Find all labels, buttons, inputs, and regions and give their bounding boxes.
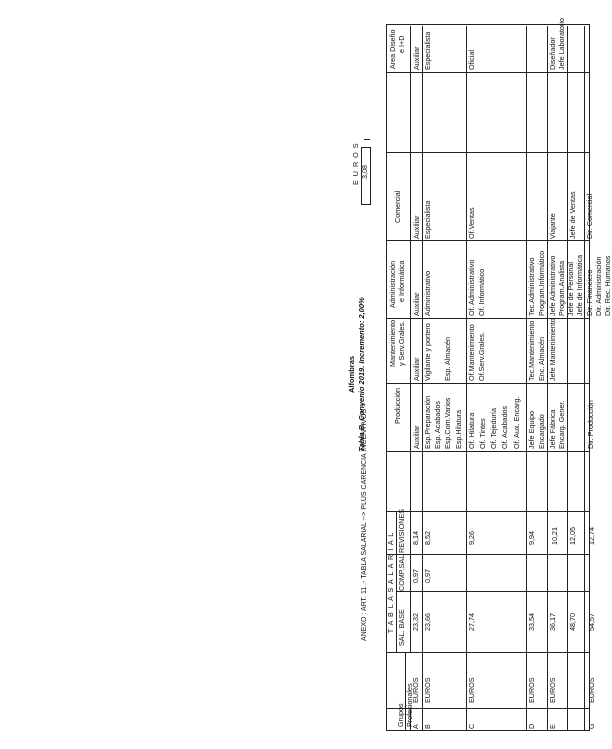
job-title: Auxiliar bbox=[412, 46, 421, 70]
group-currency: EUROS bbox=[548, 677, 557, 703]
annex-box bbox=[361, 147, 371, 205]
revisiones-value: 8,52 bbox=[423, 531, 432, 545]
job-title: Dir. Comercial bbox=[585, 193, 594, 239]
job-title: Dir. Rec. Humanos bbox=[603, 255, 612, 316]
annex-tick bbox=[364, 139, 370, 140]
group-currency: EUROS bbox=[527, 677, 536, 703]
job-title: Of.Ventas bbox=[467, 207, 476, 239]
job-title: Encargado bbox=[537, 414, 546, 449]
job-title: Jefe de Personal bbox=[566, 262, 575, 316]
job-title: Jefe de Ventas bbox=[568, 191, 577, 239]
annex-currency: E U R O S bbox=[351, 142, 360, 185]
revisiones-value: 9,94 bbox=[527, 531, 536, 545]
job-title: Esp. Almacén bbox=[443, 337, 452, 381]
job-title: Of.Mantenimiento bbox=[467, 324, 476, 381]
job-title: Viajante bbox=[548, 213, 557, 239]
job-title: Especialista bbox=[423, 200, 432, 239]
job-title: Esp.Hilatura bbox=[454, 409, 463, 449]
header-revisiones: REVISIONES bbox=[397, 509, 406, 553]
sal-base-value: 48,70 bbox=[568, 613, 577, 631]
job-title: Of. Informático bbox=[477, 268, 486, 316]
header-comp-sal: COMP.SAL bbox=[397, 554, 406, 591]
job-title: Jefe Mantenimiento bbox=[548, 318, 557, 381]
job-title: Dir. Financiero bbox=[585, 269, 594, 316]
job-title: Jefe Administrativo bbox=[548, 255, 557, 316]
job-title: Encarg. Gener. bbox=[557, 400, 566, 449]
job-title: Dir. Administración bbox=[594, 256, 603, 316]
header-produccion: Producción bbox=[393, 388, 402, 424]
job-title: Of. Tejeduría bbox=[489, 407, 498, 449]
job-title: Auxiliar bbox=[412, 357, 421, 381]
header-comercial: Comercial bbox=[393, 190, 402, 223]
group-currency: EUROS bbox=[467, 677, 476, 703]
revisiones-value: 12,05 bbox=[568, 527, 577, 545]
group-letter: C bbox=[467, 723, 476, 729]
group-currency: EUROS bbox=[423, 677, 432, 703]
header-profesionales: Profesionales bbox=[405, 683, 414, 727]
job-title: Of. Hilatura bbox=[467, 412, 476, 449]
job-title: Dir. Producción bbox=[586, 400, 595, 449]
group-currency: EUROS bbox=[587, 677, 596, 703]
document-title: Alfombras bbox=[347, 355, 356, 394]
job-title: Jefe Laboratorio bbox=[557, 18, 566, 70]
job-title: Oficial bbox=[467, 50, 476, 70]
job-title: Auxiliar bbox=[412, 425, 421, 449]
job-title: Of. Tintes bbox=[478, 418, 487, 449]
annex-text: ANEXO : ART. 11 .- TABLA SALARIAL --> PLUS CARENCIA INCENTIVOS = bbox=[361, 402, 368, 641]
group-currency: EUROS bbox=[411, 677, 420, 703]
job-title: Program.Analista bbox=[557, 260, 566, 316]
job-title: Tec.Administrativo bbox=[527, 257, 536, 316]
header-administracion-2: e Informática bbox=[397, 260, 406, 302]
document-subtitle: Tabla B. Convenio 2019. Incremento: 2,00% bbox=[357, 297, 366, 452]
group-letter: G bbox=[587, 723, 596, 729]
sal-base-value: 36,17 bbox=[548, 613, 557, 631]
job-title: Jefe de Informática bbox=[575, 254, 584, 316]
job-title: Vigilante y portero bbox=[423, 323, 432, 381]
header-area-diseno-1: Area Diseño bbox=[388, 29, 397, 69]
job-title: Of. Acabados bbox=[500, 405, 509, 449]
header-area-diseno-2: e I+D bbox=[397, 35, 406, 53]
revisiones-value: 12,74 bbox=[587, 527, 596, 545]
sal-base-value: 27,74 bbox=[467, 613, 476, 631]
group-letter: B bbox=[423, 724, 432, 729]
header-tabla-salarial: T A B L A S A L A R I A L bbox=[386, 531, 395, 634]
revisiones-value: 10,21 bbox=[550, 527, 559, 545]
job-title: Esp.Preparación bbox=[423, 395, 432, 449]
sal-base-value: 23,66 bbox=[423, 613, 432, 631]
job-title: Auxiliar bbox=[412, 215, 421, 239]
revisiones-value: 9,26 bbox=[467, 531, 476, 545]
group-letter: D bbox=[527, 723, 536, 729]
job-title: Of. Administrativo bbox=[467, 259, 476, 316]
header-sal-base: SAL. BASE bbox=[397, 609, 406, 646]
comp-sal-value: 0,97 bbox=[411, 569, 420, 583]
job-title: Especialista bbox=[423, 31, 432, 70]
job-title: Esp. Acabados bbox=[433, 401, 442, 449]
sal-base-value: 54,57 bbox=[587, 613, 596, 631]
job-title: Administrativo bbox=[423, 270, 432, 316]
group-letter: A bbox=[411, 724, 420, 729]
job-title: Of.Serv.Grales. bbox=[477, 332, 486, 381]
header-administracion-1: Administración bbox=[388, 260, 397, 308]
header-grupos: Grupos bbox=[396, 703, 405, 727]
annex-value: 3,08 bbox=[360, 165, 369, 179]
job-title: Enc. Almacén bbox=[537, 337, 546, 381]
header-mantenimiento-2: y Serv.Grales. bbox=[397, 321, 406, 366]
header-mantenimiento-1: Mantenimiento bbox=[388, 319, 397, 367]
job-title: Program.Informático bbox=[537, 250, 546, 316]
job-title: Jefe Fábrica bbox=[548, 409, 557, 449]
job-title: Auxiliar bbox=[412, 292, 421, 316]
job-title: Diseñador bbox=[548, 37, 557, 70]
sal-base-value: 23,32 bbox=[411, 613, 420, 631]
sal-base-value: 33,54 bbox=[527, 613, 536, 631]
revisiones-value: 8,14 bbox=[411, 531, 420, 545]
job-title: Tec.Mantenimiento bbox=[527, 320, 536, 381]
job-title: Esp.Com.Varios bbox=[443, 397, 452, 449]
job-title: Jefe Equipo bbox=[527, 411, 536, 449]
group-letter: E bbox=[548, 724, 557, 729]
job-title: Of. Aux. Encarg. bbox=[512, 396, 521, 449]
comp-sal-value: 0,97 bbox=[423, 569, 432, 583]
